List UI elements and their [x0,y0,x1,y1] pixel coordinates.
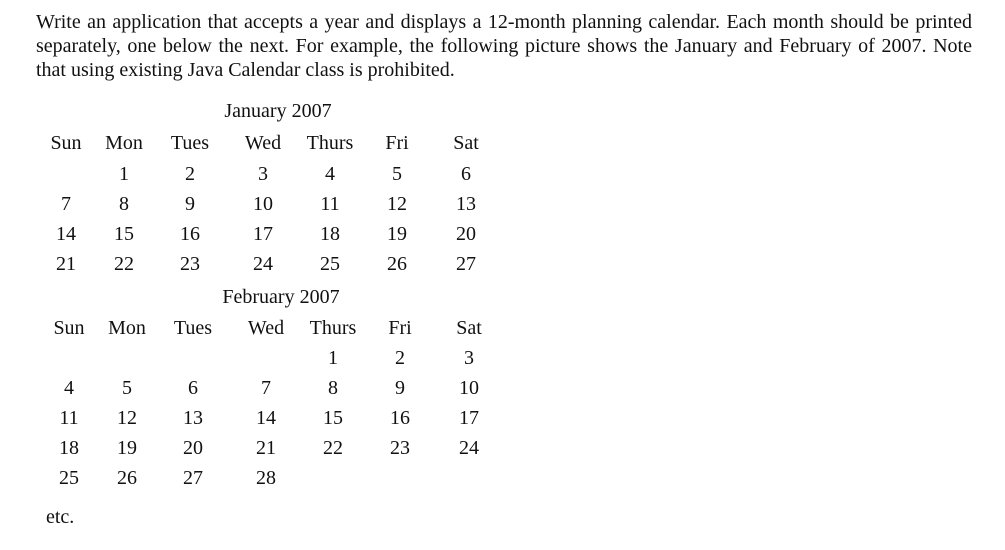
weekday-header: Thurs [306,132,354,154]
day-cell: 25 [320,253,340,275]
day-cell: 6 [461,163,471,185]
day-cell: 24 [459,437,479,459]
weekday-header: Fri [388,317,412,339]
weekday-header: Fri [385,132,409,154]
day-cell: 9 [185,193,195,215]
weekday-header: Wed [244,132,282,154]
day-cell: 18 [59,437,79,459]
day-cell: 27 [456,253,476,275]
weekday-header: Tues [170,132,210,154]
weekday-header: Thurs [309,317,357,339]
day-cell: 4 [325,163,335,185]
day-cell: 18 [320,223,340,245]
day-cell: 5 [122,377,132,399]
day-cell: 12 [387,193,407,215]
day-cell: 7 [261,377,271,399]
day-cell: 8 [328,377,338,399]
day-cell: 19 [387,223,407,245]
weekday-header: Sun [50,132,82,154]
weekday-header: Wed [247,317,285,339]
day-cell: 11 [59,407,79,429]
statement-line: Write an application that accepts a year and displays a 12-month planning calendar. Each month should be printed [36,11,972,33]
day-cell: 23 [180,253,200,275]
day-cell: 26 [117,467,137,489]
day-cell: 16 [180,223,200,245]
day-cell: 28 [256,467,276,489]
day-cell: 11 [320,193,340,215]
day-cell: 13 [183,407,203,429]
day-cell: 1 [328,347,338,369]
day-cell: 20 [456,223,476,245]
month-title: February 2007 [222,286,340,308]
day-cell: 7 [61,193,71,215]
day-cell: 5 [392,163,402,185]
day-cell: 17 [253,223,273,245]
statement-line: that using existing Java Calendar class is prohibited. [36,59,455,81]
day-cell: 12 [117,407,137,429]
day-cell: 15 [323,407,343,429]
month-title: January 2007 [224,100,332,122]
day-cell: 24 [253,253,273,275]
day-cell: 26 [387,253,407,275]
day-cell: 22 [323,437,343,459]
weekday-header: Sat [453,132,479,154]
weekday-header: Mon [105,132,143,154]
day-cell: 17 [459,407,479,429]
problem-statement [36,10,972,82]
day-cell: 2 [185,163,195,185]
weekday-header: Sun [53,317,85,339]
day-cell: 8 [119,193,129,215]
day-cell: 13 [456,193,476,215]
day-cell: 3 [464,347,474,369]
day-cell: 22 [114,253,134,275]
statement-line: separately, one below the next. For example, the following picture shows the January and February of 2007. Note [36,35,972,57]
day-cell: 9 [395,377,405,399]
day-cell: 27 [183,467,203,489]
day-cell: 10 [459,377,479,399]
day-cell: 20 [183,437,203,459]
day-cell: 16 [390,407,410,429]
day-cell: 25 [59,467,79,489]
day-cell: 2 [395,347,405,369]
day-cell: 3 [258,163,268,185]
weekday-header: Tues [173,317,213,339]
day-cell: 23 [390,437,410,459]
day-cell: 1 [119,163,129,185]
day-cell: 14 [56,223,76,245]
day-cell: 6 [188,377,198,399]
day-cell: 21 [256,437,276,459]
day-cell: 14 [256,407,276,429]
day-cell: 4 [64,377,74,399]
weekday-header: Mon [108,317,146,339]
day-cell: 19 [117,437,137,459]
etc-note: etc. [46,506,75,528]
day-cell: 10 [253,193,273,215]
day-cell: 21 [56,253,76,275]
day-cell: 15 [114,223,134,245]
weekday-header: Sat [456,317,482,339]
